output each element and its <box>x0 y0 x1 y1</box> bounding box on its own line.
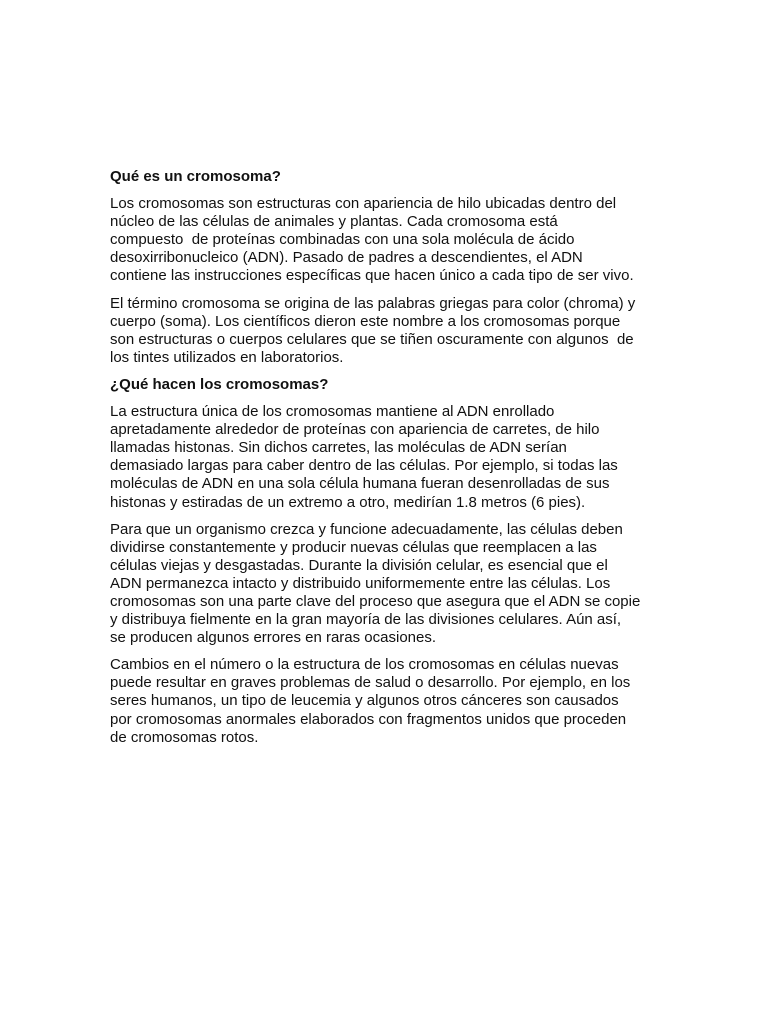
text-line: demasiado largas para caber dentro de las células. Por ejemplo, si todas las <box>110 457 618 475</box>
text-line: desoxirribonucleico (ADN). Pasado de padres a descendientes, el ADN <box>110 249 583 267</box>
text-line: Para que un organismo crezca y funcione adecuadamente, las células deben <box>110 520 623 538</box>
text-line: moléculas de ADN en una sola célula humana fueran desenrolladas de sus <box>110 475 610 493</box>
text-line: son estructuras o cuerpos celulares que se tiñen oscuramente con algunos de <box>110 330 634 348</box>
text-line: núcleo de las células de animales y plantas. Cada cromosoma está <box>110 213 558 231</box>
text-line: los tintes utilizados en laboratorios. <box>110 348 344 366</box>
text-line: El término cromosoma se origina de las palabras griegas para color (chroma) y <box>110 294 636 312</box>
section-heading-what-is-chromosome: Qué es un cromosoma? <box>110 168 281 185</box>
text-line: puede resultar en graves problemas de salud o desarrollo. Por ejemplo, en los <box>110 674 631 692</box>
text-line: llamadas histonas. Sin dichos carretes, las moléculas de ADN serían <box>110 439 567 457</box>
text-line: cuerpo (soma). Los científicos dieron este nombre a los cromosomas porque <box>110 312 621 330</box>
text-line: La estructura única de los cromosomas mantiene al ADN enrollado <box>110 403 555 421</box>
text-line: de cromosomas rotos. <box>110 728 259 746</box>
text-line: apretadamente alrededor de proteínas con apariencia de carretes, de hilo <box>110 421 600 439</box>
paragraph-etymology <box>110 295 666 367</box>
paragraph-abnormalities <box>110 656 666 746</box>
text-line: cromosomas son una parte clave del proceso que asegura que el ADN se copie <box>110 592 641 610</box>
text-line: células viejas y desgastadas. Durante la división celular, es esencial que el <box>110 556 608 574</box>
text-line: compuesto de proteínas combinadas con una sola molécula de ácido <box>110 231 575 249</box>
paragraph-cell-division <box>110 521 666 648</box>
document-body <box>110 168 666 756</box>
text-line: y distribuya fielmente en la gran mayoría de las divisiones celulares. Aún así, <box>110 611 622 629</box>
text-line: dividirse constantemente y producir nuevas células que reemplacen a las <box>110 538 597 556</box>
paragraph-histones <box>110 403 666 512</box>
text-line: Los cromosomas son estructuras con apariencia de hilo ubicadas dentro del <box>110 195 617 213</box>
text-line: se producen algunos errores en raras ocasiones. <box>110 629 437 647</box>
text-line: histonas y estiradas de un extremo a otro, medirían 1.8 metros (6 pies). <box>110 493 586 511</box>
section-heading-what-chromosomes-do: ¿Qué hacen los cromosomas? <box>110 375 329 393</box>
paragraph-intro <box>110 195 666 285</box>
text-line: por cromosomas anormales elaborados con fragmentos unidos que proceden <box>110 710 627 728</box>
text-line: ADN permanezca intacto y distribuido uniformemente entre las células. Los <box>110 574 611 592</box>
text-line: contiene las instrucciones específicas que hacen único a cada tipo de ser vivo. <box>110 267 634 285</box>
text-line: seres humanos, un tipo de leucemia y algunos otros cánceres son causados <box>110 692 619 710</box>
text-line: Cambios en el número o la estructura de los cromosomas en células nuevas <box>110 656 619 674</box>
